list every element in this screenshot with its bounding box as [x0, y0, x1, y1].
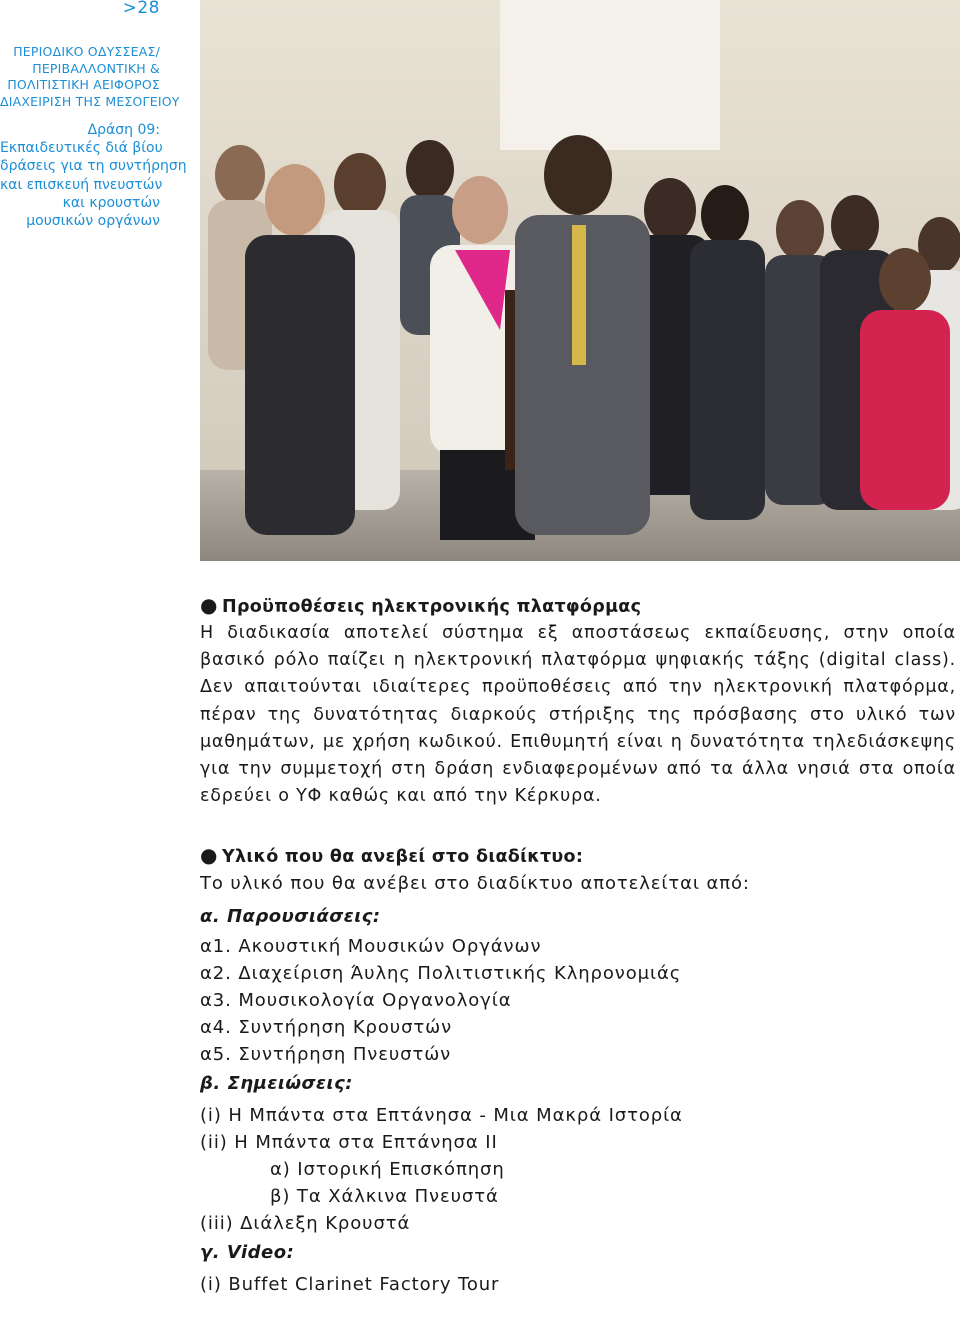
list-item: (i) Η Μπάντα στα Επτάνησα - Μια Μακρά Ιστορία — [200, 1104, 683, 1126]
bullet-icon: ● — [200, 843, 218, 868]
journal-title — [0, 44, 180, 110]
action-title — [0, 121, 187, 230]
action-title-line: δράσεις για τη συντήρηση — [0, 158, 187, 175]
section-heading-text: Προϋποθέσεις ηλεκτρονικής πλατφόρμας — [222, 597, 642, 617]
section-heading-text: Υλικό που θα ανεβεί στο διαδίκτυο: — [222, 847, 584, 868]
article-body — [200, 593, 956, 1298]
action-title-line: και κρουστών — [62, 194, 160, 211]
list-item: α) Ιστορική Επισκόπηση — [270, 1159, 505, 1181]
presentations-list — [200, 933, 956, 1069]
list-item: α3. Μουσικολογία Οργανολογία — [200, 990, 512, 1012]
platform-paragraph: Η διαδικασία αποτελεί σύστημα εξ αποστάσεως εκπαίδευσης, στην οποία βασικό ρόλο παίζει η ηλεκτρονική πλατφόρμα ψηφιακής τάξης (digital class). Δεν απαιτούνται ιδιαίτερες προϋποθέσεις από την ηλεκτρονική πλατφόρμα, πέραν της δυνατότητας διαρκούς στήριξης της πρόσβασης στο υλικό των μαθημάτων, με χρήση κωδικού. Επιθυμητή είναι η δυνατότητα τηλεδιάσκεψης για την συμμετοχή στη δράση ενδιαφερομένων από τα άλλα νησιά στα οποία εδρεύει ο ΥΦ καθώς και από την Κέρκυρα. — [200, 623, 956, 807]
list-item: α4. Συντήρηση Κρουστών — [200, 1017, 453, 1039]
list-item: (ii) Η Μπάντα στα Επτάνησα ΙΙ — [200, 1131, 498, 1153]
bullet-icon: ● — [200, 593, 218, 617]
video-list — [200, 1271, 956, 1298]
notes-heading: β. Σημειώσεις: — [200, 1072, 353, 1094]
page-number: >28 — [122, 0, 160, 18]
group-photo-illustration — [200, 0, 960, 561]
list-item: (i) Buffet Clarinet Factory Tour — [200, 1273, 500, 1295]
list-item: β) Τα Χάλκινα Πνευστά — [270, 1186, 499, 1208]
action-title-line: Δράση 09: — [87, 122, 160, 138]
section-heading-material — [200, 843, 956, 867]
presentations-heading: α. Παρουσιάσεις: — [200, 905, 381, 927]
action-title-line: Εκπαιδευτικές διά βίου — [0, 140, 163, 157]
section-heading-platform — [200, 593, 956, 617]
list-item: (iii) Διάλεξη Κρουστά — [200, 1213, 411, 1235]
journal-title-line: ΠΟΛΙΤΙΣΤΙΚΗ ΑΕΙΦΟΡΟΣ — [7, 77, 160, 92]
journal-title-line: ΔΙΑΧΕΙΡΙΣΗ ΤΗΣ ΜΕΣΟΓΕΙΟΥ — [0, 93, 180, 109]
list-item: α5. Συντήρηση Πνευστών — [200, 1044, 452, 1066]
action-title-line: μουσικών οργάνων — [26, 213, 160, 230]
group-photo — [200, 0, 960, 561]
journal-title-line: ΠΕΡΙΟΔΙΚΟ ΟΔΥΣΣΕΑΣ/ — [13, 44, 160, 59]
list-item: α1. Ακουστική Μουσικών Οργάνων — [200, 935, 542, 957]
action-title-line: και επισκευή πνευστών — [0, 176, 163, 193]
video-heading: γ. Video: — [200, 1241, 295, 1263]
notes-list — [200, 1102, 956, 1238]
sidebar — [0, 0, 187, 240]
material-intro: Το υλικό που θα ανέβει στο διαδίκτυο αποτελείται από: — [200, 873, 750, 895]
list-item: α2. Διαχείριση Άυλης Πολιτιστικής Κληρονομιάς — [200, 962, 682, 984]
journal-title-line: ΠΕΡΙΒΑΛΛΟΝΤΙΚΗ & — [32, 60, 160, 76]
